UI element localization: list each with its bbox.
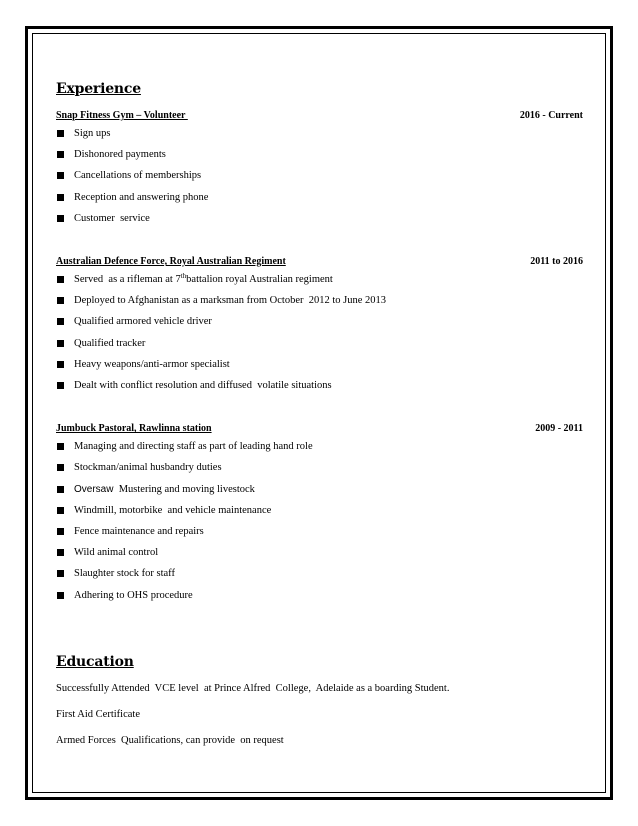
duties-list (56, 436, 583, 606)
job-header (56, 422, 583, 436)
list-item: Qualified armored vehicle driver (56, 311, 583, 332)
job-title: Jumbuck Pastoral, Rawlinna station (56, 423, 212, 435)
square-bullet-icon (57, 194, 64, 201)
square-bullet-icon (57, 361, 64, 368)
square-bullet-icon (57, 443, 64, 450)
duties-list (56, 269, 583, 396)
list-item: Heavy weapons/anti-armor specialist (56, 354, 583, 375)
list-item: Oversaw Mustering and moving livestock (56, 479, 583, 500)
education-section (56, 682, 583, 747)
square-bullet-icon (57, 340, 64, 347)
education-line: Successfully Attended VCE level at Prince Alfred College, Adelaide as a boarding Student. (56, 682, 450, 694)
square-bullet-icon (57, 297, 64, 304)
job-entry (56, 422, 583, 606)
list-item: Dishonored payments (56, 144, 583, 165)
square-bullet-icon (57, 130, 64, 137)
square-bullet-icon (57, 507, 64, 514)
job-header (56, 255, 583, 269)
list-item: Reception and answering phone (56, 187, 583, 208)
square-bullet-icon (57, 276, 64, 283)
list-item: Deployed to Afghanistan as a marksman from October 2012 to June 2013 (56, 290, 583, 311)
list-item: Managing and directing staff as part of leading hand role (56, 436, 583, 457)
list-item: Qualified tracker (56, 333, 583, 354)
square-bullet-icon (57, 215, 64, 222)
list-item: Windmill, motorbike and vehicle maintenance (56, 500, 583, 521)
list-item: Wild animal control (56, 542, 583, 563)
list-item: Slaughter stock for staff (56, 563, 583, 584)
education-heading: Education (56, 653, 134, 670)
square-bullet-icon (57, 464, 64, 471)
job-entry (56, 255, 583, 396)
job-dates: 2011 to 2016 (530, 256, 583, 268)
job-dates: 2009 - 2011 (535, 423, 583, 435)
square-bullet-icon (57, 318, 64, 325)
square-bullet-icon (57, 382, 64, 389)
job-title: Snap Fitness Gym – Volunteer (56, 110, 188, 121)
list-item: Cancellations of memberships (56, 165, 583, 186)
list-item: Served as a rifleman at 7thbattalion royal Australian regiment (56, 269, 583, 290)
square-bullet-icon (57, 151, 64, 158)
list-item: Stockman/animal husbandry duties (56, 457, 583, 478)
job-header (56, 109, 583, 123)
education-line: Armed Forces Qualifications, can provide on request (56, 734, 284, 746)
square-bullet-icon (57, 549, 64, 556)
duties-list (56, 123, 583, 229)
list-item: Sign ups (56, 123, 583, 144)
list-item: Customer service (56, 208, 583, 229)
experience-heading: Experience (56, 81, 141, 97)
job-title: Australian Defence Force, Royal Australian Regiment (56, 256, 286, 268)
job-entry (56, 109, 583, 229)
job-dates: 2016 - Current (519, 110, 583, 121)
square-bullet-icon (57, 592, 64, 599)
list-item: Adhering to OHS procedure (56, 585, 583, 606)
resume-content (56, 78, 583, 747)
square-bullet-icon (57, 528, 64, 535)
list-item: Dealt with conflict resolution and diffused volatile situations (56, 375, 583, 396)
square-bullet-icon (57, 570, 64, 577)
square-bullet-icon (57, 486, 64, 493)
list-item: Fence maintenance and repairs (56, 521, 583, 542)
education-line: First Aid Certificate (56, 708, 140, 720)
square-bullet-icon (57, 172, 64, 179)
